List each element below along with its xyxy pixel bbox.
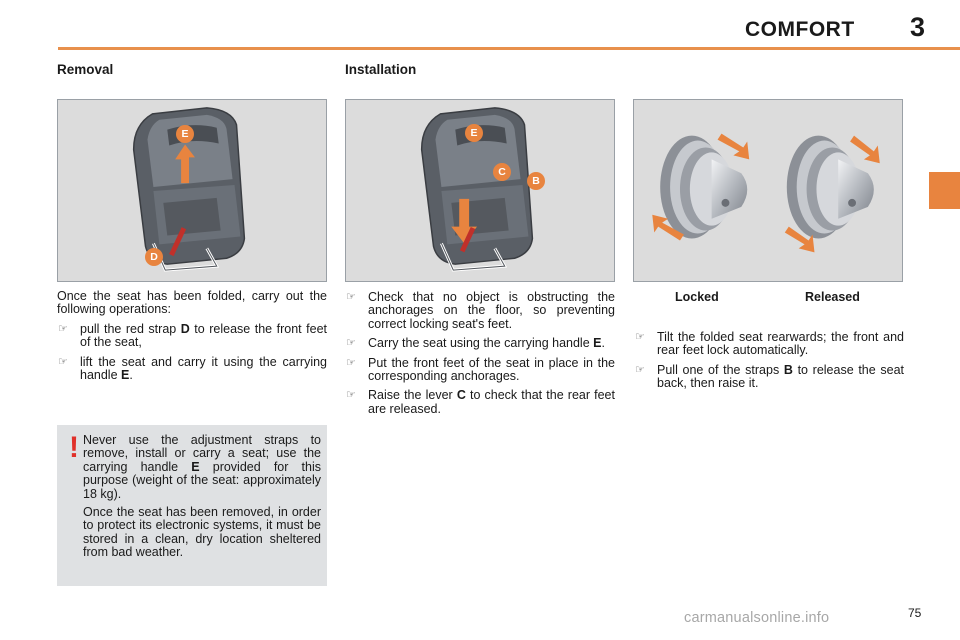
- removal-steps: [57, 323, 327, 383]
- installation-illustration: [345, 99, 615, 282]
- label-locked: Locked: [675, 290, 719, 304]
- list-item: ☞ Carry the seat using the carrying handle E.: [346, 336, 605, 351]
- pointing-hand-icon: ☞: [346, 291, 356, 303]
- callout-b: B: [527, 172, 545, 190]
- warning-box: [57, 425, 327, 586]
- list-item: ☞ Put the front feet of the seat in place in the corresponding anchorages.: [346, 355, 615, 384]
- seat-feet-illustration: [633, 99, 903, 282]
- list-item: ☞ Pull one of the straps B to release the seat back, then raise it.: [635, 362, 904, 391]
- seat-removal-drawing: [58, 100, 326, 281]
- list-item: ☞ lift the seat and carry it using the carrying handle E.: [58, 354, 327, 383]
- list-item: ☞ Tilt the folded seat rearwards; the front and rear feet lock automatically.: [635, 330, 904, 358]
- callout-e: E: [465, 124, 483, 142]
- callout-e: E: [176, 125, 194, 143]
- label-released: Released: [805, 290, 860, 304]
- removal-instructions: [57, 290, 327, 382]
- pointing-hand-icon: ☞: [635, 331, 645, 343]
- warning-icon: !: [69, 431, 79, 464]
- installation-steps: [345, 285, 615, 416]
- section-title-removal: Removal: [57, 62, 114, 77]
- callout-c: C: [493, 163, 511, 181]
- pointing-hand-icon: ☞: [635, 363, 645, 376]
- pointing-hand-icon: ☞: [58, 355, 68, 368]
- installation-steps-right: [634, 325, 904, 391]
- pointing-hand-icon: ☞: [58, 322, 68, 335]
- pointing-hand-icon: ☞: [346, 389, 356, 402]
- chapter-number: 3: [910, 12, 926, 42]
- feet-locked-released-drawing: [634, 100, 902, 281]
- pointing-hand-icon: ☞: [346, 337, 356, 350]
- pointing-hand-icon: ☞: [346, 356, 356, 369]
- removal-intro: Once the seat has been folded, carry out the following operations:: [57, 289, 327, 317]
- list-item: ☞ Raise the lever C to check that the rear feet are released.: [346, 388, 615, 416]
- chapter-title: COMFORT: [745, 18, 855, 41]
- warning-text: [83, 434, 321, 560]
- warning-paragraph: Once the seat has been removed, in order to protect its electronic systems, it must be stored in a clean, dry location sheltered from bad weather.: [83, 505, 321, 560]
- list-item: ☞ Check that no object is obstructing the anchorages on the floor, so preventing correct locking seat's feet.: [346, 290, 615, 331]
- section-title-installation: Installation: [345, 62, 417, 77]
- warning-paragraph: Never use the adjustment straps to remove, install or carry a seat; use the carrying handle E provided for this purpose (weight of the seat: approximately 18 kg).: [83, 433, 321, 501]
- header-rule: [58, 47, 960, 50]
- page-number: 75: [908, 606, 922, 620]
- watermark: carmanualsonline.info: [684, 610, 830, 626]
- chapter-tab: [929, 172, 960, 209]
- removal-illustration: [57, 99, 327, 282]
- callout-d: D: [145, 248, 163, 266]
- list-item: ☞ pull the red strap D to release the front feet of the seat,: [58, 321, 327, 350]
